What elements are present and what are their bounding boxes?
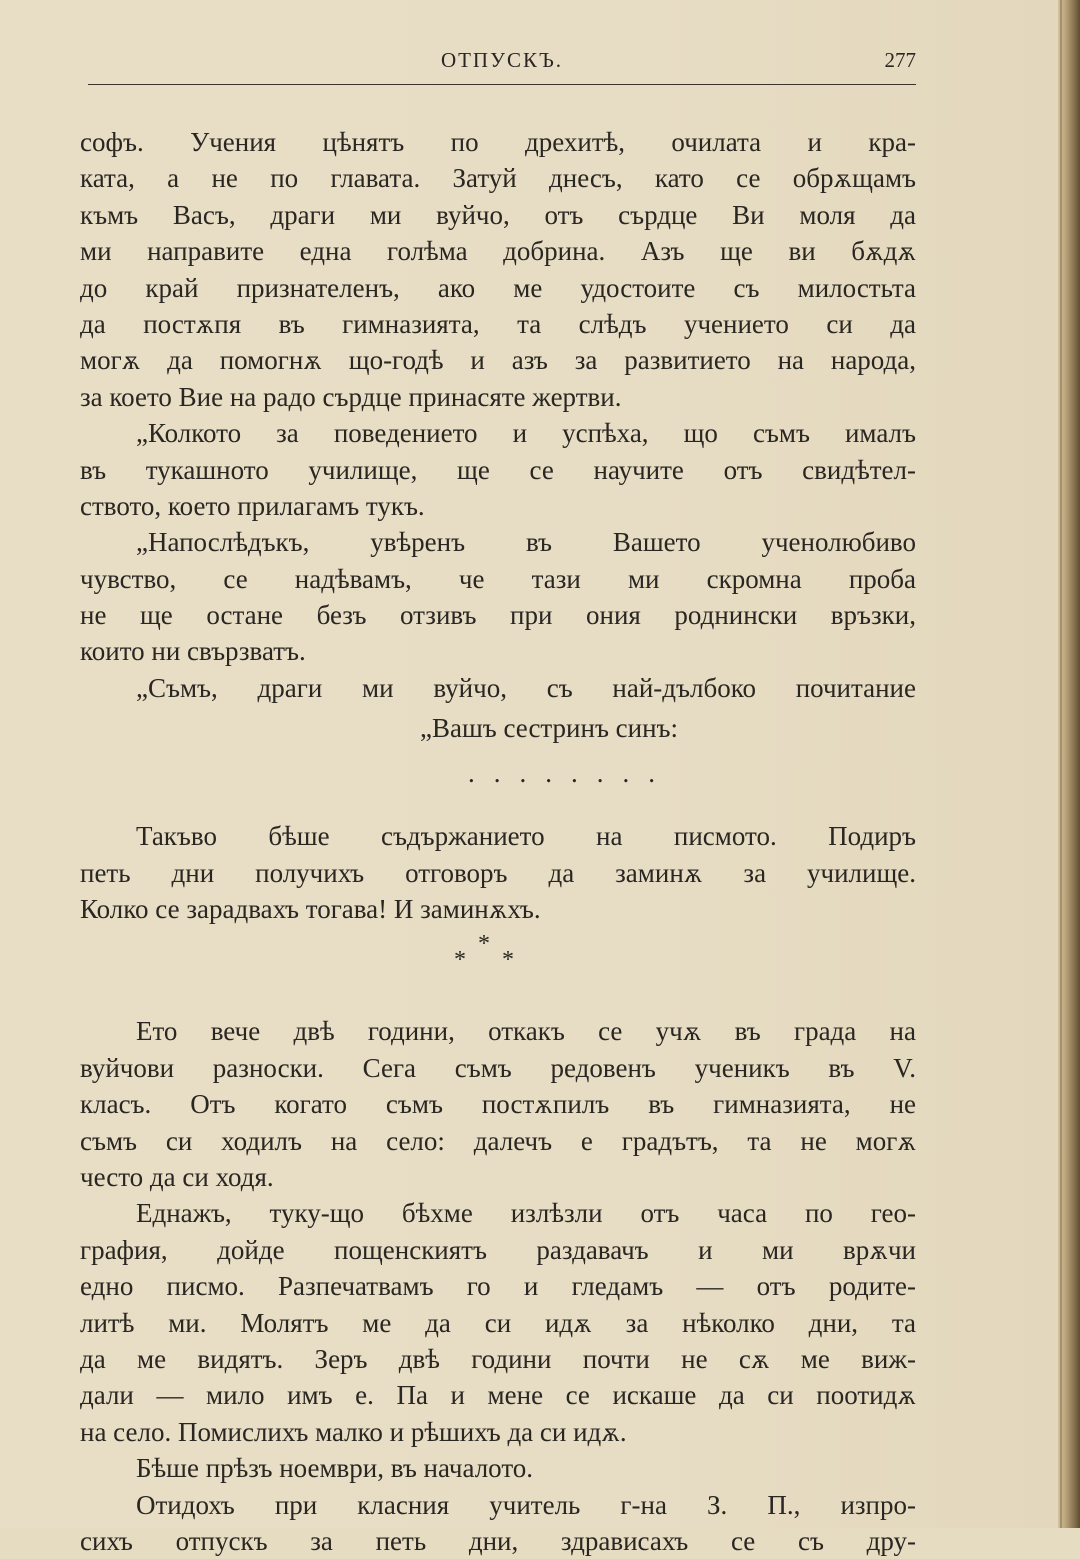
page-number: 277 (884, 48, 916, 72)
text-line: могѫ да помогнѫ що-годѣ и азъ за развитието на народа, (80, 345, 916, 376)
paragraph-gap (80, 987, 916, 1013)
text-line: да постѫпя въ гимназията, та слѣдъ учението си да (80, 308, 916, 339)
text-line: литѣ ми. Молятъ ме да си идѫ за нѣколко дни, та (80, 1307, 916, 1338)
asterisk: * (454, 947, 466, 974)
text-line: на село. Помислихъ малко и рѣшихъ да си идѫ. (80, 1416, 627, 1447)
text-line: „Напослѣдъкъ, увѣренъ въ Вашето ученолюбиво (136, 527, 916, 558)
text-line: „Колкото за поведението и успѣха, що съмъ ималъ (136, 418, 916, 449)
text-line: софъ. Учения цѣнятъ по дрехитѣ, очилата и кра- (80, 127, 916, 157)
text-line: дали — мило имъ е. Па и мене се искаше да си поотидѫ (80, 1380, 916, 1411)
text-line: графия, дойде пощенскиятъ раздавачъ и ми врѫчи (80, 1234, 916, 1265)
paragraph-gap (80, 796, 916, 818)
running-title: ОТПУСКЪ. (440, 48, 564, 72)
text-line: до край признателенъ, ако ме удостоите съ милостьта (80, 272, 916, 303)
asterisk: * (502, 947, 514, 974)
text-line: вуйчови разноски. Сега съмъ редовенъ ученикъ въ V. (80, 1052, 916, 1083)
text-line: ството, което прилагамъ тукъ. (80, 490, 425, 521)
text-line: сихъ отпускъ за петь дни, здрависахъ се съ дру- (80, 1525, 916, 1556)
text-line: „Съмъ, драги ми вуйчо, съ най-дълбоко почитание (136, 672, 916, 703)
text-line: които ни свързватъ. (80, 636, 306, 667)
text-line: Такъво бѣше съдържанието на писмото. Подиръ (136, 821, 916, 852)
text-line: класъ. Отъ когато съмъ постѫпилъ въ гимназията, не (80, 1089, 916, 1120)
text-line: Еднажъ, туку-що бѣхме излѣзли отъ часа по гео- (136, 1198, 916, 1229)
asterisk: * (478, 931, 490, 958)
text-line: Бѣше прѣзъ ноември, въ началото. (136, 1453, 534, 1484)
text-line: Ето вече двѣ години, откакъ се учѫ въ града на (136, 1016, 916, 1047)
text-line: не ще остане безъ отзивъ при ония роднински връзки, (80, 600, 916, 631)
body-text (80, 124, 916, 1559)
text-line: съмъ си ходилъ на село: далечъ е градътъ, та не могѫ (80, 1125, 916, 1156)
text-line: да ме видятъ. Зеръ двѣ години почти не сѫ ме виж- (80, 1343, 916, 1374)
page-header (88, 48, 916, 80)
text-line: ми направите една голѣма добрина. Азъ ще ви бѫдѫ (80, 236, 916, 267)
text-line: Колко се зарадвахъ тогава! И заминѫхъ. (80, 894, 541, 925)
text-line: едно писмо. Разпечатвамъ го и гледамъ — отъ родите- (80, 1271, 916, 1302)
signature-line: „Вашъ сестринъ синъ: (420, 713, 679, 744)
section-break-asterism (80, 927, 916, 987)
spine-edge (1060, 0, 1062, 1528)
text-line: въ тукашното училище, ще се научите отъ свидѣтел- (80, 454, 916, 485)
text-line: ката, а не по главата. Затуй днесъ, като се обрѫщамъ (80, 163, 916, 194)
text-line: често да си ходя. (80, 1161, 274, 1192)
text-line: петь дни получихъ отговоръ да заминѫ за училище. (80, 857, 916, 888)
ellipsis-dots: ........ (468, 758, 674, 789)
text-line: за което Вие на радо сърдце принасяте жертви. (80, 381, 622, 412)
text-line: къмъ Васъ, драги ми вуйчо, отъ сърдце Ви моля да (80, 199, 916, 230)
text-line: чувство, се надѣвамъ, че тази ми скромна проба (80, 563, 916, 594)
text-line: Отидохъ при класния учитель г-на З. П., изпро- (136, 1489, 916, 1520)
header-rule (88, 84, 916, 85)
